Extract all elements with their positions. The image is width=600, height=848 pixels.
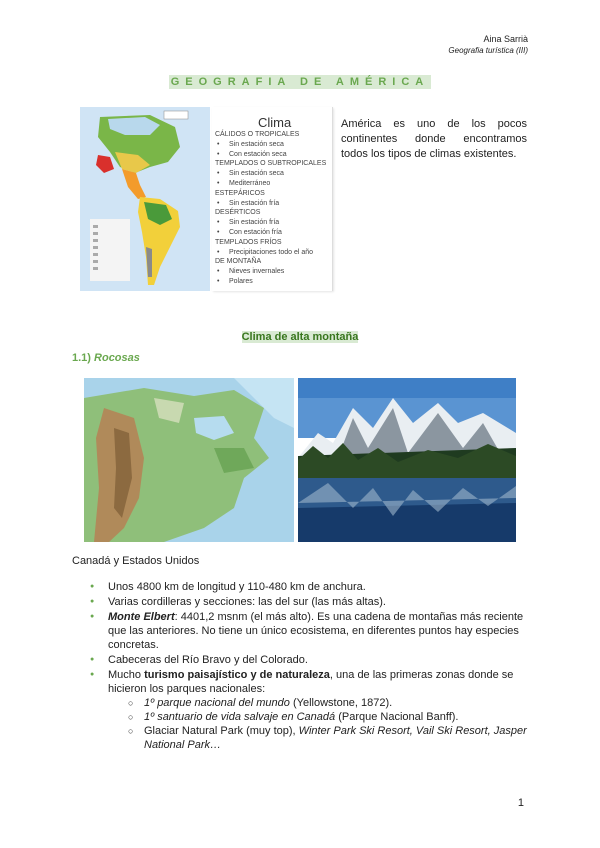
bullet-pre: Mucho [108,669,145,681]
sub-text: (Yellowstone, 1872). [289,697,393,709]
sub-italic: 1º santuario de vida salvaje en Canadá [144,711,336,723]
legend-item: • Con estación fría [215,228,326,238]
bullet-lead: Monte Elbert [108,611,175,623]
header-author: Aina Sarrià [483,34,528,44]
legend-group: DE MONTAÑA [215,258,262,266]
page-title-block [0,72,600,90]
climate-legend-title: Clima [258,115,292,130]
section-heading [72,352,140,364]
legend-group: TEMPLADOS O SUBTROPICALES [215,160,327,168]
intro-paragraph: América es uno de los pocos continentes donde encontramos todos los tipos de climas existentes. [341,118,527,160]
list-item [72,653,528,667]
legend-item: • Mediterráneo [215,179,326,189]
header-course: Geografia turística (III) [448,46,528,55]
bullet-bold: turismo paisajístico y de naturaleza [144,669,330,681]
list-item [72,668,528,752]
subtitle: Clima de alta montaña [241,331,359,343]
legend-item: • Sin estación seca [215,169,326,179]
sub-text: Glaciar Natural Park (muy top), [144,725,299,737]
legend-item: • Con estación seca [215,150,326,160]
legend-item: • Nieves invernales [215,267,326,277]
legend-item: • Sin estación fría [215,218,326,228]
list-item [72,580,528,594]
subtitle-block [0,327,600,345]
relief-map-image [84,378,294,542]
list-item [108,724,528,752]
sub-text: (Parque Nacional Banff). [335,711,459,723]
bullet-text: , una de las primeras zonas donde se hicieron los parques nacionales: [108,669,514,695]
sub-italic: Winter Park Ski Resort, Vail Ski Resort, Jasper National Park… [144,725,527,751]
legend-item: • Sin estación seca [215,140,326,150]
sub-italic: 1º parque nacional del mundo [144,697,290,709]
bullet-text: Varias cordilleras y secciones: las del sur (las más altas). [108,596,386,608]
legend-item: • Sin estación fría [215,199,326,209]
page-number: 1 [517,797,524,809]
country-label: Canadá y Estados Unidos [72,555,200,567]
page-title: GEOGRAFIA DE AMÉRICA [170,76,430,88]
national-parks-sublist [108,696,528,752]
climate-map-image [80,107,210,291]
legend-item: • Precipitaciones todo el año [215,248,326,258]
bullet-text: Cabeceras del Río Bravo y del Colorado. [108,654,308,666]
mountain-lake-photo [298,378,516,542]
rocosas-bullet-list [72,580,528,753]
list-item [72,610,528,652]
legend-group: DESÉRTICOS [215,209,261,217]
climate-legend-list [215,130,326,287]
section-name: Rocosas [94,352,140,364]
list-item [108,696,528,710]
legend-item: • Polares [215,277,326,287]
legend-group: ESTEPÁRICOS [215,189,265,197]
list-item [108,710,528,724]
list-item [72,595,528,609]
legend-group: TEMPLADOS FRÍOS [215,238,282,246]
bullet-text: Unos 4800 km de longitud y 110-480 km de anchura. [108,581,366,593]
section-number: 1.1) [72,352,91,364]
legend-group: CÁLIDOS O TROPICALES [215,131,300,138]
bullet-text: : 4401,2 msnm (el más alto). Es una cadena de montañas más reciente que las anteriores. No tiene un único ecosistema, en diferentes puntos hay especies concretas. [108,611,524,651]
